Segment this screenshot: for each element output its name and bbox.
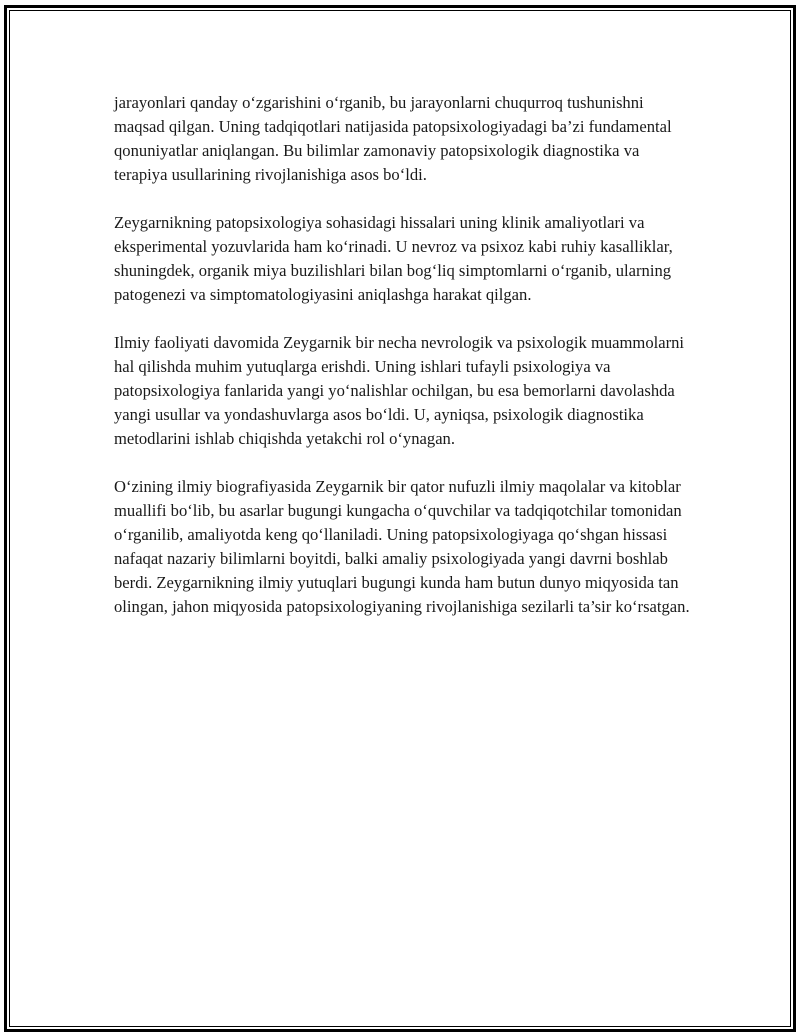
paragraph-3: Ilmiy faoliyati davomida Zeygarnik bir necha nevrologik va psixologik muammolarni hal qilishda muhim yutuqlarga erishdi. Uning ishlari tufayli psixologiya va patopsixologiya fanlarida yangi yo‘nalishlar ochilgan, bu esa bemorlarni davolashda yangi usullar va yondashuvlarga asos bo‘ldi. U, ayniqsa, psixologik diagnostika metodlarini ishlab chiqishda yetakchi rol o‘ynagan.	[114, 333, 685, 448]
paragraph-1: jarayonlari qanday o‘zgarishini o‘rganib, bu jarayonlarni chuqurroq tushunishni maqsad qilgan. Uning tadqiqotlari natijasida patopsixologiyadagi ba’zi fundamental qonuniyatlar aniqlangan. Bu bilimlar zamonaviy patopsixologik diagnostika va terapiya usullarining rivojlanishiga asos bo‘ldi.	[114, 93, 672, 184]
paragraph-2: Zeygarnikning patopsixologiya sohasidagi hissalari uning klinik amaliyotlari va eksperimental yozuvlarida ham ko‘rinadi. U nevroz va psixoz kabi ruhiy kasalliklar, shuningdek, organik miya buzilishlari bilan bog‘liq simptomlarni o‘rganib, ularning patogenezi va simptomatologiyasini aniqlashga harakat qilgan.	[114, 213, 673, 304]
paragraph-4: O‘zining ilmiy biografiyasida Zeygarnik bir qator nufuzli ilmiy maqolalar va kitoblar muallifi bo‘lib, bu asarlar bugungi kungacha o‘quvchilar va tadqiqotchilar tomonidan o‘rganilib, amaliyotda keng qo‘llaniladi. Uning patopsixologiyaga qo‘shgan hissasi nafaqat nazariy bilimlarni boyitdi, balki amaliy psixologiyada yangi davrni boshlab berdi. Zeygarnikning ilmiy yutuqlari bugungi kunda ham butun dunyo miqyosida tan olingan, jahon miqyosida patopsixologiyaning rivojlanishiga sezilarli ta’sir ko‘rsatgan.	[114, 477, 690, 616]
document-body	[114, 91, 694, 643]
